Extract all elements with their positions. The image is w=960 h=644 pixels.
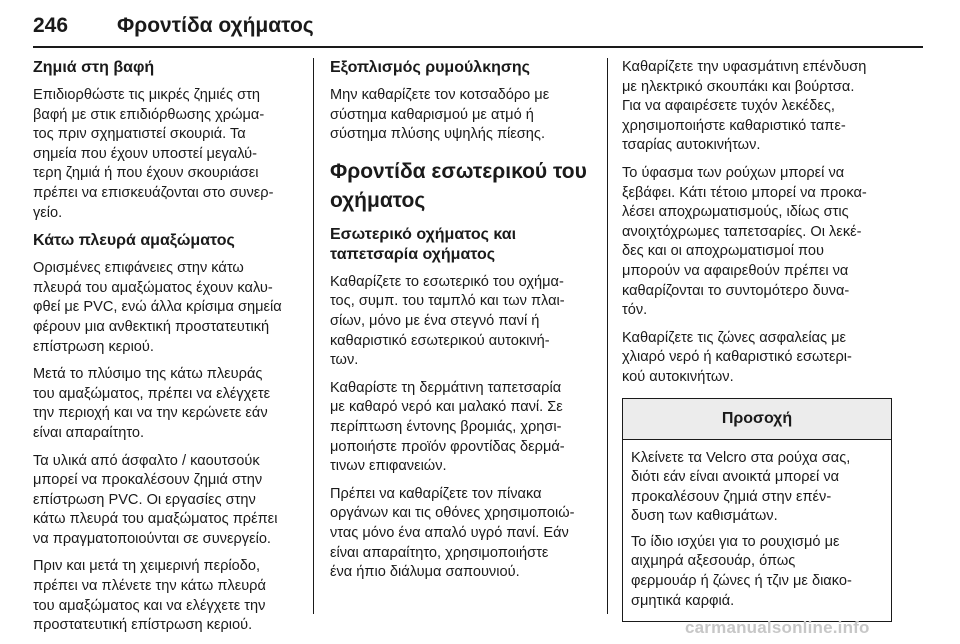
text-line: δες και οι αποχρωματισμοί που	[622, 243, 825, 260]
text-line: πρέπει να επισκευάζονται στο συνερ-	[33, 184, 274, 201]
text-line: Καθαρίζετε την υφασμάτινη επένδυση	[622, 59, 867, 75]
text-line: δυση των καθισμάτων.	[631, 508, 778, 525]
text-line: λέσει αποχρωματισμούς, ιδίως στις	[622, 204, 849, 221]
text-line: σημεία που έχουν υποστεί μεγαλύ-	[33, 145, 257, 162]
text-line: ντας μόνο ένα απαλό υγρό πανί. Εάν	[330, 524, 569, 541]
notice-body	[623, 440, 891, 622]
text-line: χλιαρό νερό ή καθαριστικό εσωτερι-	[622, 349, 852, 366]
paragraph	[330, 273, 600, 371]
page-header	[33, 12, 923, 52]
paragraph	[33, 452, 303, 550]
paragraph	[33, 259, 303, 357]
text-line: του αμαξώματος, πρέπει να ελέγχετε	[33, 385, 271, 402]
text-line: πλευρά του αμαξώματος έχουν καλυ-	[33, 279, 273, 296]
paragraph	[622, 164, 892, 321]
paragraph	[622, 58, 892, 156]
paragraph	[33, 365, 303, 443]
text-line: των.	[330, 352, 359, 369]
text-line: τόν.	[622, 302, 648, 319]
text-line: Πριν και μετά τη χειμερινή περίοδο,	[33, 558, 261, 575]
heading-towing-equipment: Εξοπλισμός ρυμούλκησης	[330, 59, 530, 76]
heading-paint-damage: Ζημιά στη βαφή	[33, 59, 155, 76]
notice-title: Προσοχή	[623, 399, 891, 440]
text-line: περίπτωση έντονης βρομιάς, χρησι-	[330, 418, 562, 435]
text-line: βαφή με στικ επιδιόρθωσης χρώμα-	[33, 106, 265, 123]
caution-notice-box	[622, 398, 892, 623]
text-line: Μην καθαρίζετε τον κοτσαδόρο με	[330, 87, 550, 103]
paragraph	[330, 379, 600, 477]
column-divider-2	[607, 58, 608, 614]
text-line: χρησιμοποιήστε καθαριστικό ταπε-	[622, 117, 846, 134]
text-line: Φροντίδα εσωτερικού του	[330, 159, 587, 183]
text-line: Καθαρίζετε τις ζώνες ασφαλείας με	[622, 329, 847, 346]
column-2	[330, 58, 600, 591]
text-line: να πραγματοποιούνται σε συνεργείο.	[33, 530, 271, 547]
text-line: είναι απαραίτητο.	[33, 424, 145, 441]
text-line: τος πριν σχηματιστεί σκουριά. Τα	[33, 126, 246, 143]
text-line: Για να αφαιρέσετε τυχόν λεκέδες,	[622, 98, 835, 115]
text-line: Καθαρίζετε το εσωτερικό του οχήμα-	[330, 273, 564, 290]
text-line: ανοιχτόχρωμες ταπετσαρίες. Οι λεκέ-	[622, 223, 862, 240]
page-title: Φροντίδα οχήματος	[117, 14, 314, 37]
text-line: γείο.	[33, 204, 63, 221]
text-line: Το ίδιο ισχύει για το ρουχισμό με	[631, 533, 840, 550]
text-line: ξεβάφει. Κάτι τέτοιο μπορεί να προκα-	[622, 184, 867, 201]
text-line: σύστημα καθαρισμού με ατμό ή	[330, 106, 534, 123]
header-rule	[33, 46, 923, 48]
text-line: Καθαρίστε τη δερμάτινη ταπετσαρία	[330, 379, 562, 396]
text-line: οργάνων και τις οθόνες χρησιμοποιώ-	[330, 505, 575, 522]
paragraph	[330, 86, 600, 145]
text-line: Κλείνετε τα Velcro στα ρούχα σας,	[631, 449, 851, 466]
text-line: σύστημα πλύσης υψηλής πίεσης.	[330, 126, 546, 143]
text-line: Τα υλικά από άσφαλτο / καουτσούκ	[33, 452, 260, 469]
watermark-text: carmanualsonline.info	[685, 618, 870, 637]
column-divider-1	[313, 58, 314, 614]
text-line: φερμουάρ ή ζώνες ή τζιν με διακο-	[631, 573, 852, 590]
column-1	[33, 58, 303, 644]
text-line: προκαλέσουν ζημιά στην επέν-	[631, 488, 832, 505]
text-line: τερη ζημιά ή που έχουν σκουριάσει	[33, 165, 259, 182]
text-line: ένα ήπιο διάλυμα σαπουνιού.	[330, 564, 520, 581]
text-line: διότι εάν είναι ανοικτά μπορεί να	[631, 469, 840, 486]
paragraph	[631, 533, 883, 611]
page-number: 246	[33, 14, 69, 37]
text-line: είναι απαραίτητο, χρησιμοποιήστε	[330, 544, 549, 561]
text-line: προστατευτική επίστρωση κεριού.	[33, 617, 253, 634]
text-line: καθαρίζονται το συντομότερο δυνα-	[622, 282, 850, 299]
text-line: με καθαρό νερό και μαλακό πανί. Σε	[330, 399, 563, 416]
paragraph	[33, 557, 303, 635]
text-line: οχήματος	[330, 188, 426, 212]
paragraph	[330, 485, 600, 583]
paragraph	[622, 329, 892, 388]
text-line: καθαριστικό εσωτερικού αυτοκινή-	[330, 332, 550, 349]
text-line: αιχμηρά αξεσουάρ, όπως	[631, 553, 796, 570]
section-title-interior-care	[330, 157, 600, 215]
text-line: Πρέπει να καθαρίζετε τον πίνακα	[330, 485, 542, 502]
text-line: Επιδιορθώστε τις μικρές ζημιές στη	[33, 87, 261, 103]
text-line: ταπετσαρία οχήματος	[330, 245, 496, 263]
text-line: τσαρίας αυτοκινήτων.	[622, 137, 761, 154]
text-line: μπορεί να προκαλέσουν ζημιά στην	[33, 472, 263, 489]
text-line: τος, συμπ. του ταμπλό και των πλαι-	[330, 293, 565, 310]
text-line: επίστρωση κεριού.	[33, 338, 154, 355]
text-line: του αμαξώματος και να ελέγχετε την	[33, 597, 266, 614]
text-line: φέρουν μια ανθεκτική προστατευτική	[33, 318, 270, 335]
text-line: με ηλεκτρικό σκουπάκι και βούρτσα.	[622, 78, 855, 95]
text-line: Εσωτερικό οχήματος και	[330, 225, 517, 243]
text-line: επίστρωση PVC. Οι εργασίες στην	[33, 491, 256, 508]
text-line: κού αυτοκινήτων.	[622, 368, 734, 385]
paragraph	[631, 449, 883, 527]
text-line: φθεί με PVC, ενώ άλλα κρίσιμα σημεία	[33, 299, 282, 316]
text-line: Ορισμένες επιφάνειες στην κάτω	[33, 260, 244, 277]
text-line: κάτω πλευρά του αμαξώματος πρέπει	[33, 511, 278, 528]
column-3	[622, 58, 892, 622]
text-line: Μετά το πλύσιμο της κάτω πλευράς	[33, 366, 263, 383]
paragraph	[33, 86, 303, 223]
text-line: σμητικά καρφιά.	[631, 592, 735, 609]
text-line: την περιοχή και να την κερώνετε εάν	[33, 405, 268, 422]
text-line: μπορούν να αφαιρεθούν πρέπει να	[622, 262, 849, 279]
heading-underbody: Κάτω πλευρά αμαξώματος	[33, 232, 235, 250]
heading-interior-upholstery	[330, 225, 600, 265]
text-line: σίων, μόνο με ένα στεγνό πανί ή	[330, 312, 540, 329]
text-line: τινων επιφανειών.	[330, 458, 447, 475]
text-line: πρέπει να πλένετε την κάτω πλευρά	[33, 578, 266, 595]
text-line: Το ύφασμα των ρούχων μπορεί να	[622, 164, 845, 181]
text-line: μοποιήστε προϊόν φροντίδας δερμά-	[330, 438, 565, 455]
